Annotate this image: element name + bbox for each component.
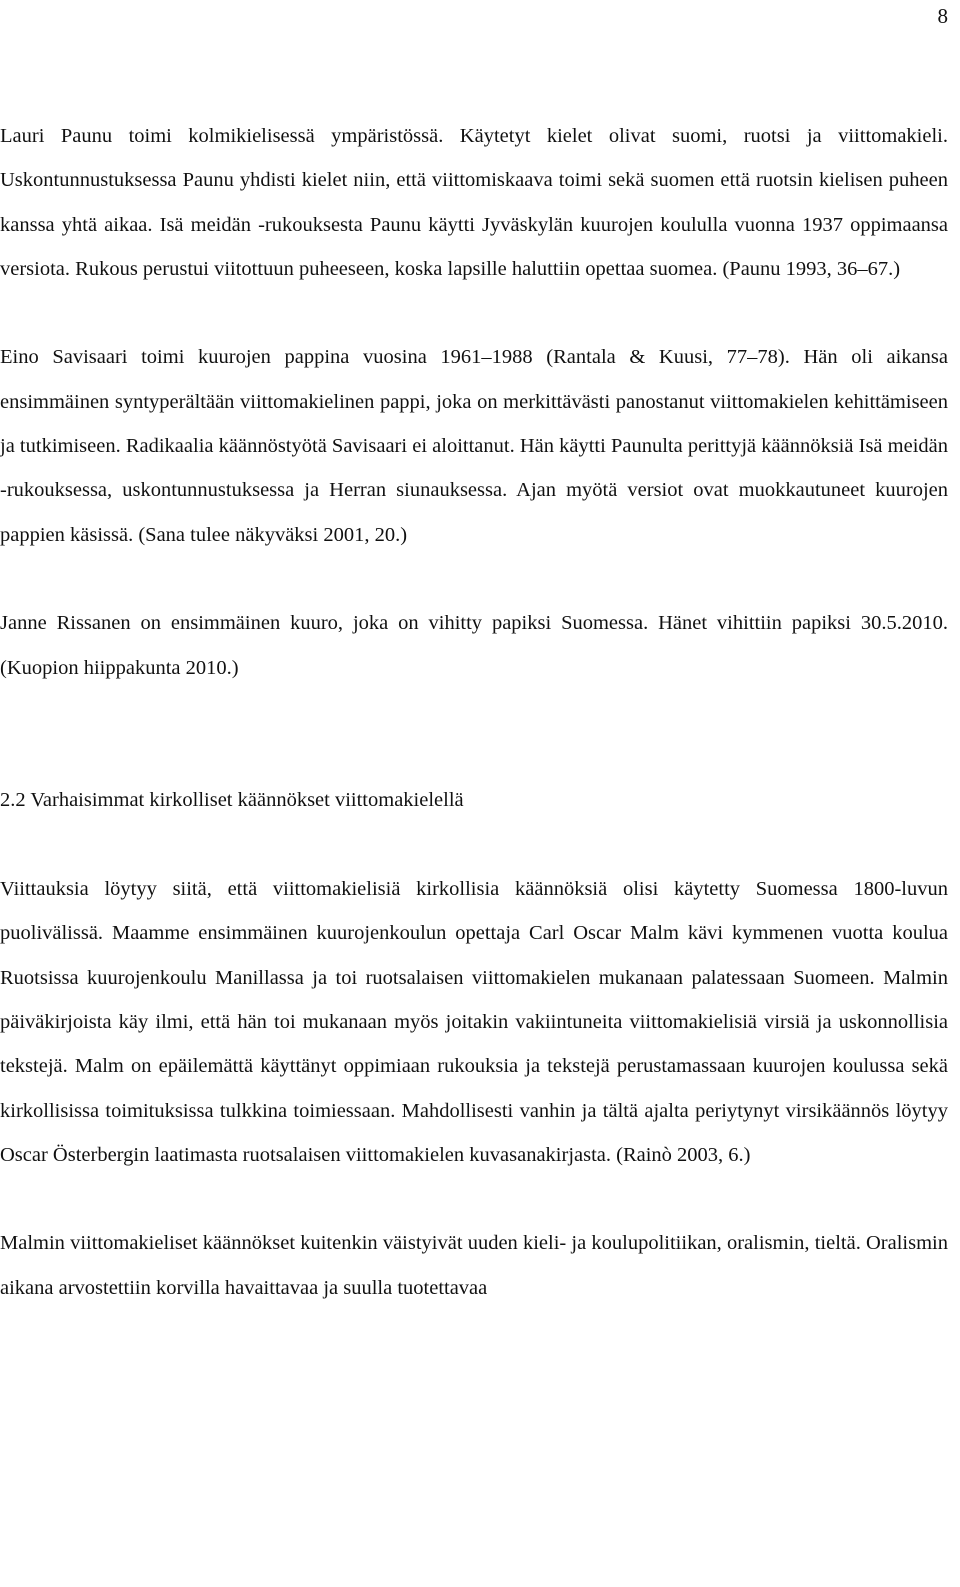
paragraph-malm: Viittauksia löytyy siitä, että viittomakielisiä kirkollisia käännöksiä olisi käytetty Suomessa 1800-luvun puolivälissä. Maamme ensimmäinen kuurojenkoulun opettaja Carl Oscar Malm kävi kymmenen vuotta koulua Ruotsissa kuurojenkoulu Manillassa ja toi ruotsalaisen viittomakielen mukanaan palatessaan Suomeen. Malmin päiväkirjoista käy ilmi, että hän toi mukanaan myös joitakin vakiintuneita viittomakielisiä virsiä ja uskonnollisia tekstejä. Malm on epäilemättä käyttänyt oppimiaan rukouksia ja tekstejä perustamassaan kuurojen koulussa sekä kirkollisissa toimituksissa tulkkina toimiessaan. Mahdollisesti vanhin ja tältä ajalta periytynyt virsikäännös löytyy Oscar Österbergin laatimasta ruotsalaisen viittomakielen kuvasanakirjasta. (Rainò 2003, 6.)	[0, 878, 948, 1166]
section-heading: 2.2 Varhaisimmat kirkolliset käännökset viittomakielellä	[0, 789, 464, 812]
paragraph-savisaari: Eino Savisaari toimi kuurojen pappina vuosina 1961–1988 (Rantala & Kuusi, 77–78). Hän oli aikansa ensimmäinen syntyperältään viittomakielinen pappi, joka on merkittävästi panostanut viittomakielen kehittämiseen ja tutkimiseen. Radikaalia käännöstyötä Savisaari ei aloittanut. Hän käytti Paunulta perittyjä käännöksiä Isä meidän -rukouksessa, uskontunnustuksessa ja Herran siunauksessa. Ajan myötä versiot ovat muokkautuneet kuurojen pappien käsissä. (Sana tulee näkyväksi 2001, 20.)	[0, 346, 948, 546]
paragraph-paunu: Lauri Paunu toimi kolmikielisessä ympäristössä. Käytetyt kielet olivat suomi, ruotsi ja viittomakieli. Uskontunnustuksessa Paunu yhdisti kielet niin, että viittomiskaava toimi sekä suomen että ruotsin kielisen puheen kanssa yhtä aikaa. Isä meidän -rukouksesta Paunu käytti Jyväskylän kuurojen koululla vuonna 1937 oppimaansa versiota. Rukous perustui viitottuun puheeseen, koska lapsille haluttiin opettaa suomea. (Paunu 1993, 36–67.)	[0, 125, 948, 280]
paragraph-spacer	[0, 557, 948, 601]
paragraph-spacer	[0, 1177, 948, 1221]
paragraph-spacer	[0, 823, 948, 867]
paragraph-rissanen: Janne Rissanen on ensimmäinen kuuro, joka on vihitty papiksi Suomessa. Hänet vihittiin papiksi 30.5.2010. (Kuopion hiippakunta 2010.)	[0, 612, 948, 679]
page-number: 8	[937, 4, 948, 28]
page-content	[0, 114, 948, 1310]
section-spacer	[0, 690, 948, 779]
paragraph-spacer	[0, 291, 948, 335]
paragraph-oralism: Malmin viittomakieliset käännökset kuitenkin väistyivät uuden kieli- ja koulupolitiikan, oralismin, tieltä. Oralismin aikana arvostettiin korvilla havaittavaa ja suulla tuotettavaa	[0, 1232, 948, 1299]
